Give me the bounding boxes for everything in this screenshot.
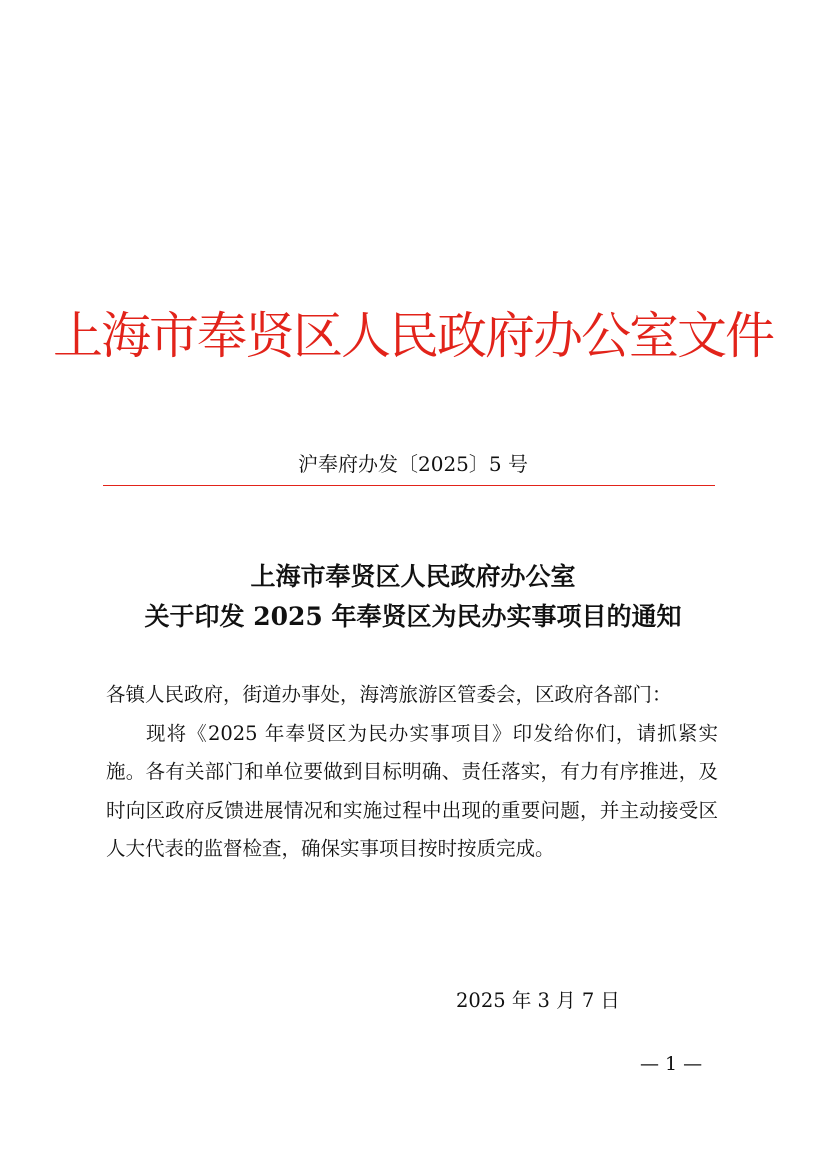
document-title-line-2: 关于印发 2025 年奉贤区为民办实事项目的通知 [144,602,682,631]
document-title-line-1: 上海市奉贤区人民政府办公室 [250,562,576,591]
document-number: 沪奉府办发〔2025〕5 号 [298,452,528,476]
page-number: — 1 — [640,1053,703,1075]
red-divider-line [103,485,715,486]
issuer-header-title: 上海市奉贤区人民政府办公室文件 [53,307,773,365]
document-title [0,557,826,637]
document-body [106,676,718,869]
issue-date: 2025 年 3 月 7 日 [456,989,620,1012]
body-paragraph: 现将《2025 年奉贤区为民办实事项目》印发给你们，请抓紧实施。各有关部门和单位要做到目标明确、责任落实，有力有序推进，及时向区政府反馈进展情况和实施过程中出现的重要问题，并主动接受区人大代表的监督检查，确保实事项目按时按质完成。 [106,721,718,860]
salutation: 各镇人民政府，街道办事处，海湾旅游区管委会，区政府各部门： [106,683,672,706]
